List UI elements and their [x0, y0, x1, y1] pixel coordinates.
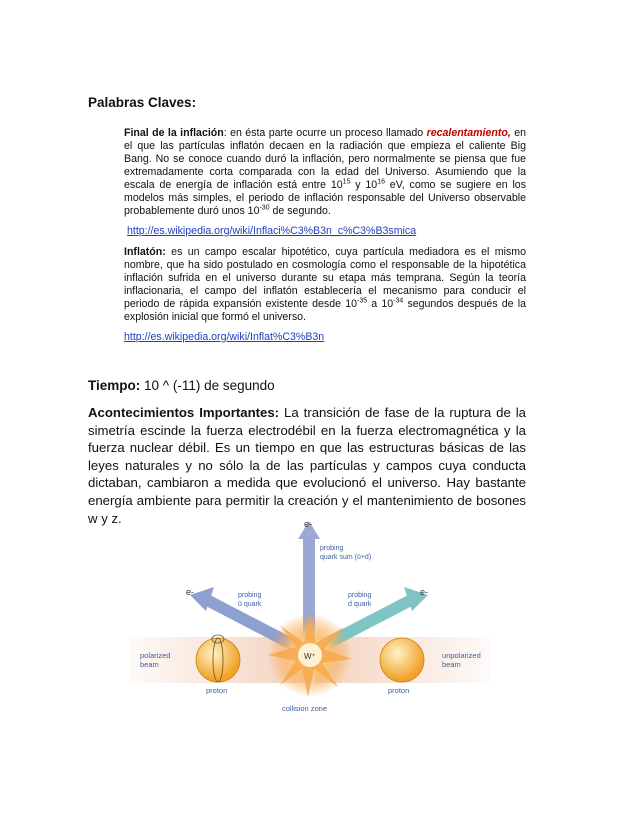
- unpolarized-label-2: beam: [442, 660, 461, 669]
- proton-right-sphere: [380, 638, 424, 682]
- e-top-label: e-: [304, 519, 313, 529]
- recalentamiento-highlight: recalentamiento,: [426, 127, 511, 139]
- polarized-label-1: polarized: [140, 651, 171, 660]
- proton-collision-diagram: [130, 515, 490, 715]
- final-term: Final de la inflación: [124, 127, 224, 139]
- final-inflacion-paragraph: Final de la inflación: en ésta parte ocurre un proceso llamado recalentamiento, en el que las partículas inflatón decaen en la radiación que empieza el caliente Big Bang. No se conoce cuando duró la inflación, pero normalmente se piensa que fue extremadamente corta comparada con la edad del Universo. Asumiendo que la escala de energía de inflación está entre $10^{15}$ y $10^{16}$ eV, como se sugiere en los modelos más simples, el periodo de inflación responsable del Universo observable probablemente duró unos $10^{-30}$ de segundo.: [124, 127, 526, 217]
- proton-right-label: proton: [388, 686, 410, 695]
- tiempo-label: Tiempo:: [88, 378, 141, 393]
- keywords-heading: Palabras Claves:: [88, 95, 197, 110]
- tiempo-value: 10 ^ (-11) de segundo: [140, 378, 275, 393]
- e-left-label: e-: [186, 587, 195, 597]
- inflaton-term: Inflatón:: [124, 246, 166, 258]
- proton-left-label: proton: [206, 686, 228, 695]
- acontecimientos-label: Acontecimientos Importantes:: [88, 405, 280, 420]
- collision-zone-label: collision zone: [282, 704, 328, 713]
- e-right-label: e-: [420, 587, 429, 597]
- polarized-label-2: beam: [140, 660, 159, 669]
- probing-right-2: d quark: [348, 601, 372, 608]
- probing-right-1: probing: [348, 592, 372, 599]
- probing-top-2: quark sum (ū+d): [320, 554, 372, 561]
- w-plus-label: W⁺: [304, 652, 316, 661]
- probing-left-1: probing: [238, 592, 262, 599]
- probing-left-2: ū quark: [238, 601, 262, 608]
- acontecimientos-text: La transición de fase de la ruptura de la simetría escinde la fuerza electrodébil en la fuerza electromagnética y la fuerza nuclear débil. Es un tiempo en que las estructuras básicas de las leyes naturales y no sólo la de las partículas y campos cuya conducta dictaban, cambiaron a medida que evolucionó el universo. Hay bastante energía ambiente para permitir la creación y el mantenimiento de bosones w y z.: [88, 405, 526, 526]
- wiki-link-inflaton[interactable]: http://es.wikipedia.org/wiki/Inflat%C3%B3n: [124, 331, 325, 343]
- unpolarized-label-1: unpolarized: [442, 651, 481, 660]
- tiempo-line: [88, 378, 275, 393]
- probing-top-1: probing: [320, 545, 344, 552]
- acontecimientos-paragraph: [88, 404, 526, 527]
- wiki-link-inflacion[interactable]: http://es.wikipedia.org/wiki/Inflaci%C3%B3n_c%C3%B3smica: [127, 225, 417, 237]
- inflaton-paragraph: Inflatón: es un campo escalar hipotético, cuya partícula mediadora es el mismo nombre, que ha sido postulado en cosmología como el responsable de la hipotética inflación sufrida en el universo durante su etapa más temprana. Según la teoría inflacionaria, el campo del inflatón establecería el mecanismo para conducir el periodo de rápida expansión existente desde $10^{-35}$ a $10^{-34}$ segundos después de la explosión inicial que formó el universo.: [124, 246, 526, 323]
